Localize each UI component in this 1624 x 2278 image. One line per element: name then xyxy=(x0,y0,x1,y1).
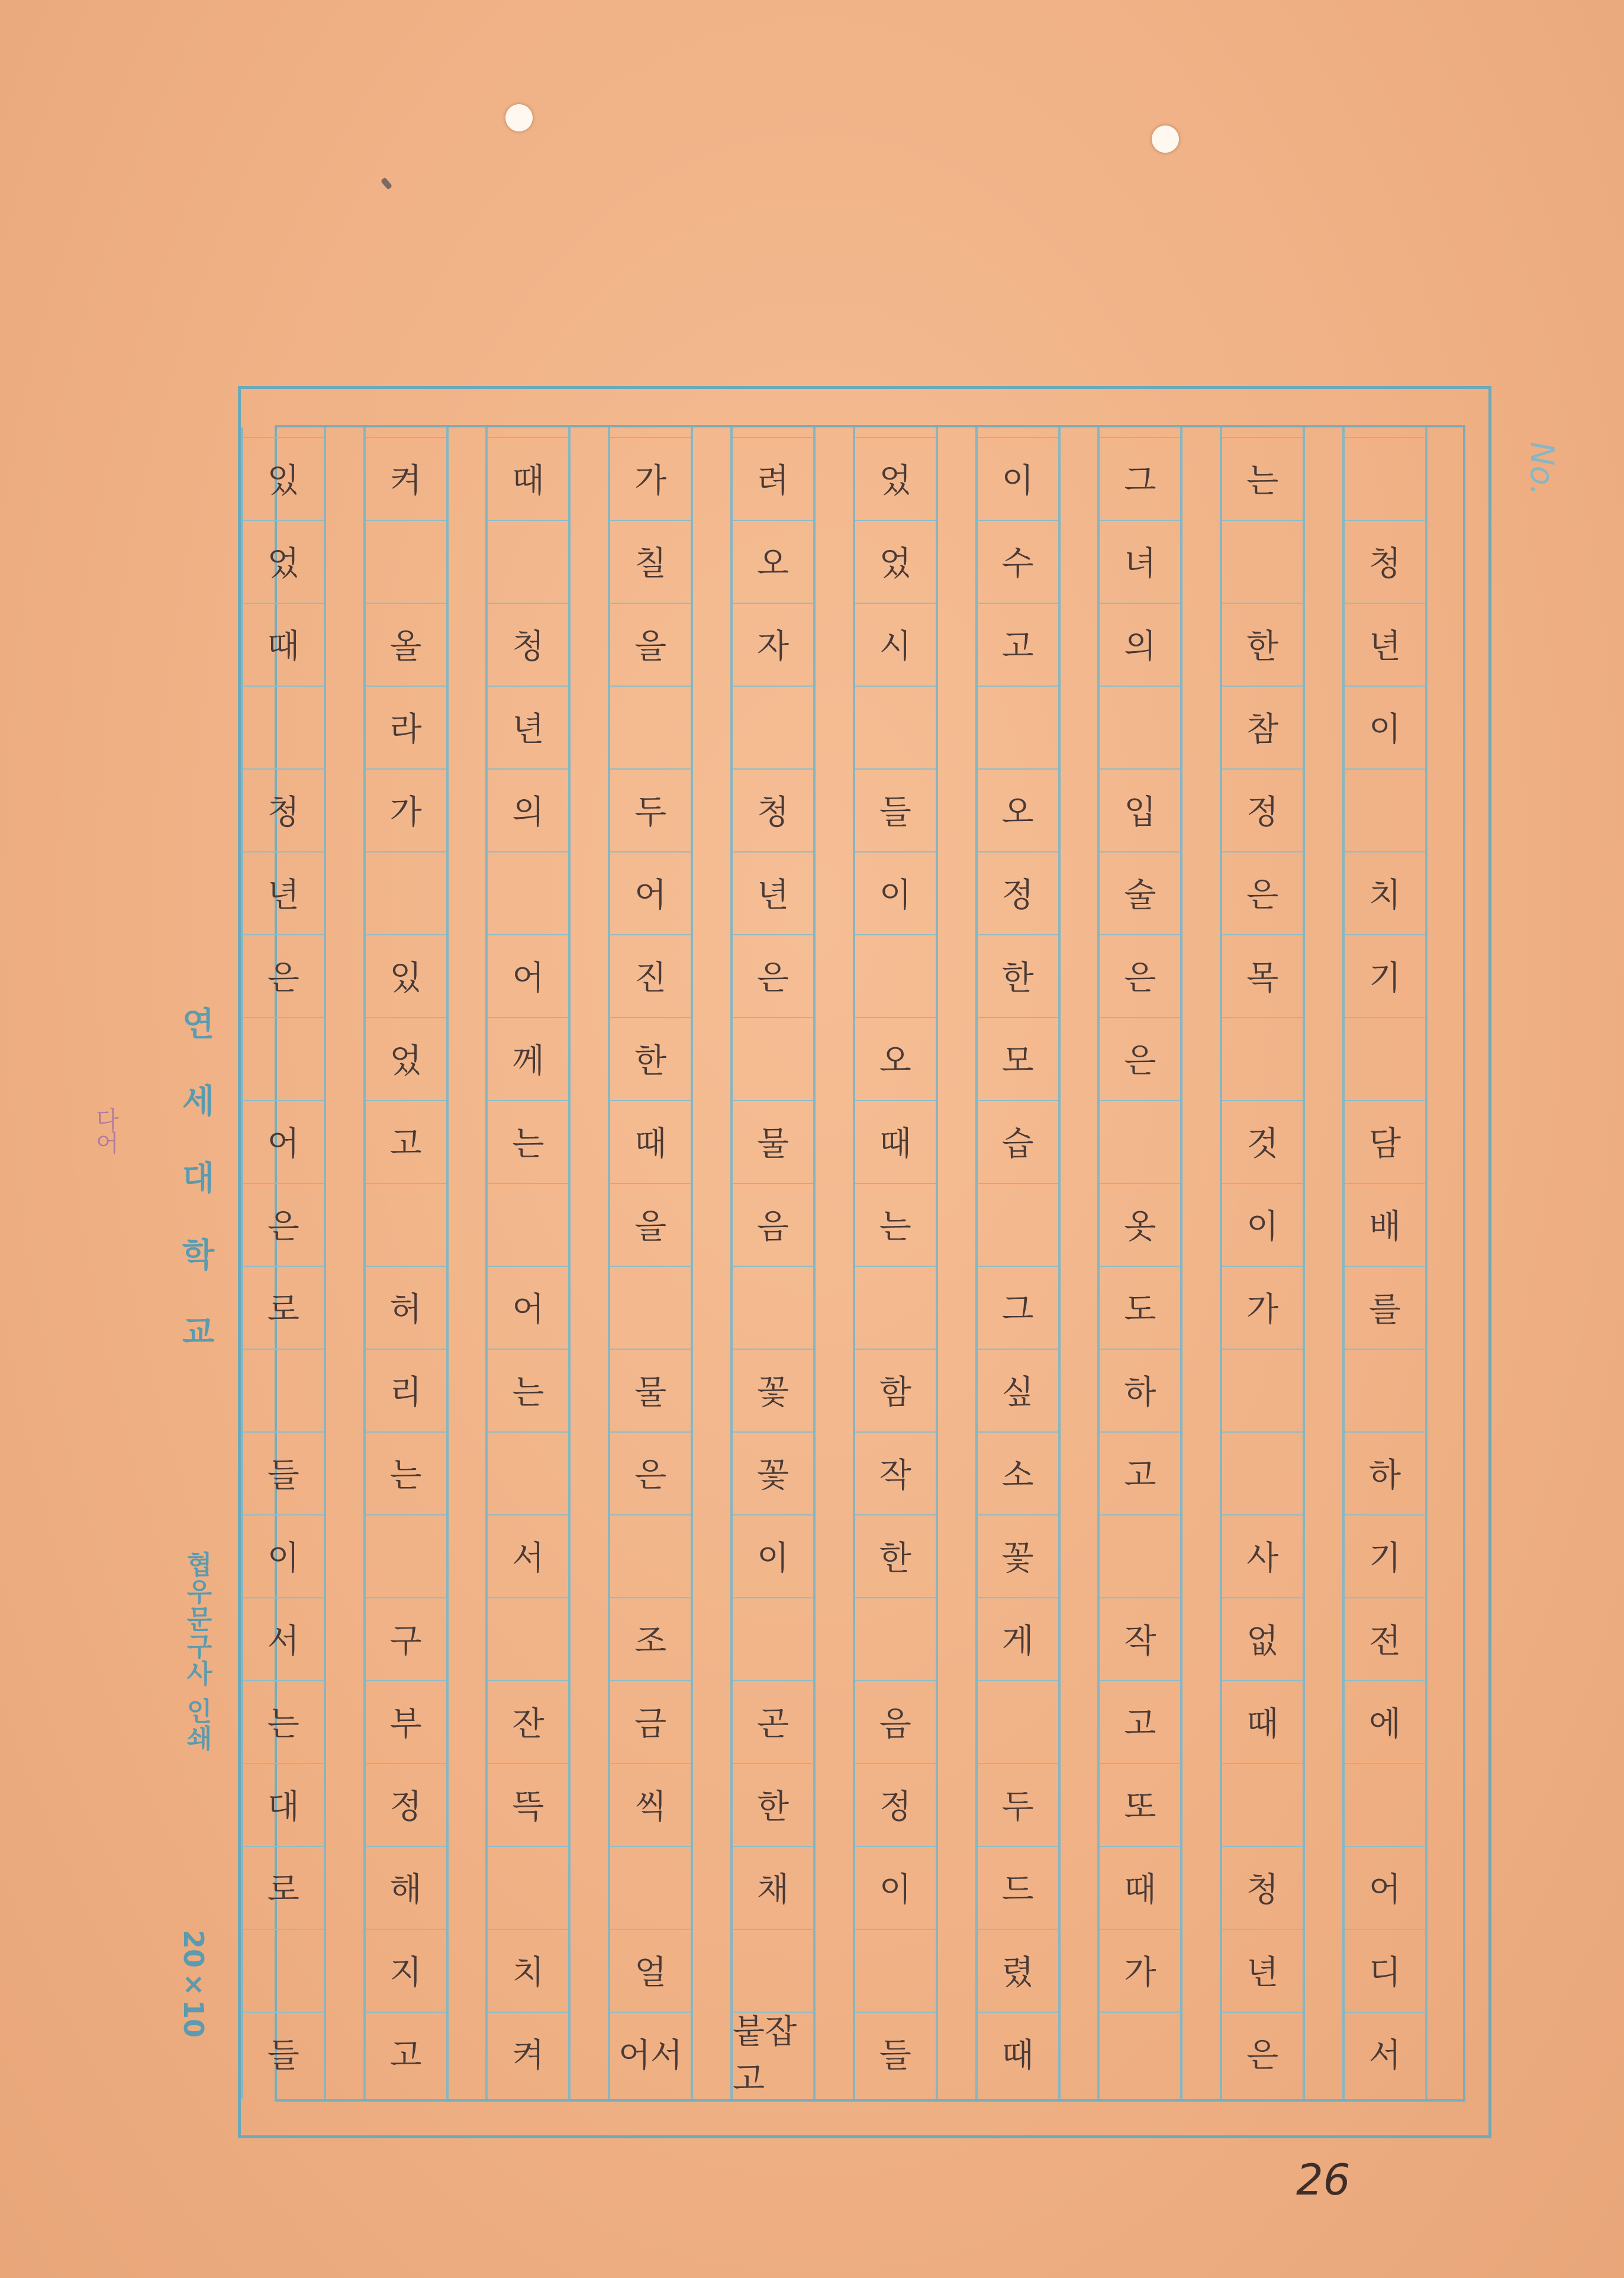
grid-cell: 해 xyxy=(389,1871,422,1909)
grid-cell: 은 xyxy=(756,959,790,998)
grid-cell xyxy=(243,686,324,768)
grid-cell: 은 xyxy=(1246,876,1279,915)
grid-cell: 는 xyxy=(512,1125,544,1163)
grid-cell: 올 xyxy=(389,628,422,666)
grid-cell: 한 xyxy=(879,1539,911,1578)
grid-cell xyxy=(488,520,568,603)
grid-cell: 년 xyxy=(512,710,544,749)
grid-cell xyxy=(1345,1763,1425,1846)
grid-cell: 모 xyxy=(1001,1042,1034,1080)
grid-cell: 었 xyxy=(267,545,299,583)
grid-cell: 은 xyxy=(1124,959,1156,998)
grid-cell: 작 xyxy=(879,1456,911,1495)
grid-cell: 어 xyxy=(1368,1871,1401,1909)
grid-cell: 들 xyxy=(267,2036,299,2075)
grid-cell xyxy=(243,1349,324,1431)
grid-cell: 정 xyxy=(1001,876,1034,915)
grid-cell: 의 xyxy=(512,793,544,832)
grid-cell: 었 xyxy=(879,545,911,583)
grid-cell: 오 xyxy=(1001,793,1034,832)
grid-cell: 있 xyxy=(267,462,299,500)
grid-cell: 청 xyxy=(1246,1871,1279,1909)
grid-cell: 그 xyxy=(1001,1291,1034,1329)
grid-cell xyxy=(488,1846,568,1929)
grid-cell: 술 xyxy=(1124,876,1156,915)
grid-column-8 xyxy=(485,427,571,2099)
grid-cell: 참 xyxy=(1246,710,1279,749)
grid-cell: 들 xyxy=(879,793,911,832)
grid-cell: 꽃 xyxy=(756,1456,790,1495)
grid-cell: 은 xyxy=(1246,2036,1279,2075)
grid-cell: 로 xyxy=(267,1291,299,1329)
grid-cell xyxy=(733,1929,813,2012)
grid-column-2 xyxy=(1220,427,1305,2099)
grid-cell: 함 xyxy=(879,1373,911,1412)
grid-cell xyxy=(243,1929,324,2012)
grid-cell: 부 xyxy=(389,1705,422,1743)
page-number: 26 xyxy=(1296,2155,1351,2205)
grid-cell: 청 xyxy=(1368,545,1401,583)
grid-cell: 물 xyxy=(756,1125,790,1163)
grid-cell: 얼 xyxy=(634,1954,667,1992)
grid-cell: 었 xyxy=(389,1042,422,1080)
grid-column-4 xyxy=(975,427,1061,2099)
grid-cell: 은 xyxy=(267,1208,299,1246)
grid-cell xyxy=(366,1514,446,1597)
grid-cell xyxy=(610,1846,691,1929)
grid-cell: 있 xyxy=(389,959,422,998)
grid-cell: 어 xyxy=(512,1291,544,1329)
grid-cell xyxy=(1100,1100,1180,1183)
grid-cell: 고 xyxy=(1001,628,1034,666)
grid-cell: 들 xyxy=(879,2036,911,2075)
grid-cell xyxy=(855,1266,936,1349)
grid-cell: 었 xyxy=(879,462,911,500)
grid-cell: 가 xyxy=(389,793,422,832)
grid-cell: 진 xyxy=(634,959,667,998)
grid-cell: 꽃 xyxy=(756,1373,790,1412)
grid-cell xyxy=(733,1597,813,1680)
grid-cell: 붙잡고 xyxy=(733,2013,797,2099)
grid-cell: 허 xyxy=(389,1291,422,1329)
grid-cell: 하 xyxy=(1368,1456,1401,1495)
grid-cell: 청 xyxy=(267,793,299,832)
grid-cell: 의 xyxy=(1124,628,1156,666)
grid-cell: 것 xyxy=(1246,1125,1279,1163)
grid-cell: 년 xyxy=(1246,1954,1279,1992)
binding-hole-left xyxy=(505,104,533,131)
grid-size-label: 20×10 xyxy=(178,1930,210,2038)
margin-note: 다어 xyxy=(92,1107,119,1154)
grid-cell: 정 xyxy=(389,1788,422,1826)
grid-cell: 시 xyxy=(879,628,911,666)
grid-cell: 구 xyxy=(389,1622,422,1661)
grid-cell: 한 xyxy=(1246,628,1279,666)
grid-cell xyxy=(855,686,936,768)
grid-cell: 수 xyxy=(1001,545,1034,583)
grid-cell: 때 xyxy=(1001,2036,1034,2075)
grid-cell: 디 xyxy=(1368,1954,1401,1992)
grid-cell: 때 xyxy=(1246,1705,1279,1743)
grid-cell: 또 xyxy=(1124,1788,1156,1826)
grid-cell: 은 xyxy=(1124,1042,1156,1080)
grid-cell: 음 xyxy=(756,1208,790,1246)
grid-cell: 를 xyxy=(1368,1291,1401,1329)
grid-cell: 때 xyxy=(512,462,544,500)
grid-cell: 년 xyxy=(267,876,299,915)
grid-cell: 조 xyxy=(634,1622,667,1661)
grid-cell: 청 xyxy=(512,628,544,666)
grid-cell: 곤 xyxy=(756,1705,790,1743)
grid-cell: 한 xyxy=(756,1788,790,1826)
grid-cell: 지 xyxy=(389,1954,422,1992)
grid-cell xyxy=(978,686,1058,768)
grid-cell: 는 xyxy=(879,1208,911,1246)
grid-cell xyxy=(1222,520,1303,603)
grid-cell xyxy=(1222,1349,1303,1431)
grid-cell: 는 xyxy=(1246,462,1279,500)
grid-cell: 칠 xyxy=(634,545,667,583)
grid-cell: 렸 xyxy=(1001,1954,1034,1992)
grid-cell xyxy=(1222,1431,1303,1514)
grid-cell: 없 xyxy=(1246,1622,1279,1661)
grid-cell: 켜 xyxy=(512,2036,544,2075)
grid-cell: 들 xyxy=(267,1456,299,1495)
grid-cell xyxy=(366,1183,446,1266)
grid-cell: 하 xyxy=(1124,1373,1156,1412)
grid-cell xyxy=(488,1183,568,1266)
grid-cell: 자 xyxy=(756,628,790,666)
grid-cell: 가 xyxy=(1246,1291,1279,1329)
grid-cell: 뜩 xyxy=(512,1788,544,1826)
grid-cell xyxy=(1345,1017,1425,1100)
grid-column-7 xyxy=(608,427,693,2099)
grid-cell: 이 xyxy=(1001,462,1034,500)
grid-cell xyxy=(1345,437,1425,520)
grid-cell: 치 xyxy=(512,1954,544,1992)
grid-cell: 서 xyxy=(267,1622,299,1661)
grid-cell xyxy=(978,1680,1058,1763)
grid-cell: 때 xyxy=(879,1125,911,1163)
grid-cell: 가 xyxy=(1124,1954,1156,1992)
binding-hole-right xyxy=(1152,126,1179,153)
grid-cell: 전 xyxy=(1368,1622,1401,1661)
grid-cell: 을 xyxy=(634,628,667,666)
grid-cell: 켜 xyxy=(389,462,422,500)
grid-cell: 습 xyxy=(1001,1125,1034,1163)
grid-cell: 배 xyxy=(1368,1208,1401,1246)
grid-cell: 는 xyxy=(267,1705,299,1743)
grid-cell: 은 xyxy=(267,959,299,998)
grid-cell: 이 xyxy=(267,1539,299,1578)
grid-cell xyxy=(488,851,568,934)
grid-column-10 xyxy=(241,427,326,2099)
grid-cell: 이 xyxy=(879,876,911,915)
grid-cell: 때 xyxy=(267,628,299,666)
grid-cell xyxy=(1345,1349,1425,1431)
grid-cell: 입 xyxy=(1124,793,1156,832)
grid-cell: 라 xyxy=(389,710,422,749)
grid-cell: 작 xyxy=(1124,1622,1156,1661)
grid-cell: 금 xyxy=(634,1705,667,1743)
grid-column-3 xyxy=(1097,427,1182,2099)
grid-cell xyxy=(1100,686,1180,768)
grid-cell: 치 xyxy=(1368,876,1401,915)
grid-cell: 로 xyxy=(267,1871,299,1909)
grid-cell xyxy=(488,1431,568,1514)
grid-cell xyxy=(610,1266,691,1349)
grid-column-5 xyxy=(853,427,938,2099)
grid-cell: 때 xyxy=(1124,1871,1156,1909)
grid-cell: 이 xyxy=(1368,710,1401,749)
grid-cell xyxy=(243,1017,324,1100)
grid-cell: 정 xyxy=(1246,793,1279,832)
grid-cell: 려 xyxy=(756,462,790,500)
grid-cell: 씩 xyxy=(634,1788,667,1826)
grid-cell: 고 xyxy=(389,2036,422,2075)
university-label: 연세대학교 xyxy=(176,1006,215,1391)
grid-cell: 한 xyxy=(1001,959,1034,998)
grid-cell: 꽃 xyxy=(1001,1539,1034,1578)
grid-cell xyxy=(978,1183,1058,1266)
grid-cell: 어 xyxy=(634,876,667,915)
grid-cell xyxy=(366,851,446,934)
grid-cell: 서 xyxy=(1368,2036,1401,2075)
grid-cell: 목 xyxy=(1246,959,1279,998)
grid-column-9 xyxy=(363,427,449,2099)
grid-cell: 오 xyxy=(879,1042,911,1080)
grid-cell: 녀 xyxy=(1124,545,1156,583)
grid-cell: 드 xyxy=(1001,1871,1034,1909)
grid-cell: 에 xyxy=(1368,1705,1401,1743)
grid-cell xyxy=(1100,2012,1180,2094)
grid-cell: 담 xyxy=(1368,1125,1401,1163)
grid-cell xyxy=(1100,1514,1180,1597)
grid-cell: 싶 xyxy=(1001,1373,1034,1412)
grid-cell: 게 xyxy=(1001,1622,1034,1661)
grid-cell: 정 xyxy=(879,1788,911,1826)
grid-cell: 는 xyxy=(512,1373,544,1412)
grid-cell: 두 xyxy=(1001,1788,1034,1826)
grid-cell: 이 xyxy=(756,1539,790,1578)
print-shop-label: 협우문구사 인쇄 xyxy=(182,1551,212,1752)
grid-cell: 어 xyxy=(267,1125,299,1163)
grid-cell: 고 xyxy=(1124,1705,1156,1743)
grid-cell: 서 xyxy=(512,1539,544,1578)
grid-cell: 이 xyxy=(1246,1208,1279,1246)
grid-cell xyxy=(610,1514,691,1597)
grid-cell: 그 xyxy=(1124,462,1156,500)
grid-cell: 대 xyxy=(267,1788,299,1826)
grid-cell: 옷 xyxy=(1124,1208,1156,1246)
grid-cell: 한 xyxy=(634,1042,667,1080)
grid-cell: 때 xyxy=(634,1125,667,1163)
grid-cell: 고 xyxy=(389,1125,422,1163)
grid-cell: 고 xyxy=(1124,1456,1156,1495)
grid-cell: 어서 xyxy=(618,2036,683,2075)
grid-cell: 이 xyxy=(879,1871,911,1909)
grid-cell: 년 xyxy=(1368,628,1401,666)
grid-cell: 두 xyxy=(634,793,667,832)
grid-cell xyxy=(488,1597,568,1680)
grid-cell xyxy=(855,1597,936,1680)
grid-cell xyxy=(1222,1017,1303,1100)
grid-cell: 채 xyxy=(756,1871,790,1909)
grid-cell xyxy=(855,1929,936,2012)
grid-cell: 께 xyxy=(512,1042,544,1080)
grid-cell: 리 xyxy=(389,1373,422,1412)
grid-cell xyxy=(1345,768,1425,851)
grid-cell: 물 xyxy=(634,1373,667,1412)
grid-cell: 년 xyxy=(756,876,790,915)
grid-cell xyxy=(1222,1763,1303,1846)
grid-cell: 청 xyxy=(756,793,790,832)
grid-cell: 오 xyxy=(756,545,790,583)
grid-column-1 xyxy=(1342,427,1428,2099)
grid-cell: 가 xyxy=(634,462,667,500)
grid-cell: 어 xyxy=(512,959,544,998)
grid-cell: 기 xyxy=(1368,1539,1401,1578)
grid-cell xyxy=(733,1266,813,1349)
number-label: No. xyxy=(1523,442,1561,496)
manuscript-grid xyxy=(267,425,1465,2102)
grid-cell: 소 xyxy=(1001,1456,1034,1495)
grid-cell: 는 xyxy=(389,1456,422,1495)
grid-cell: 도 xyxy=(1124,1291,1156,1329)
grid-cell: 잔 xyxy=(512,1705,544,1743)
grid-column-6 xyxy=(730,427,816,2099)
grid-cell: 을 xyxy=(634,1208,667,1246)
grid-cell xyxy=(733,1017,813,1100)
grid-cell xyxy=(610,686,691,768)
grid-cell: 사 xyxy=(1246,1539,1279,1578)
grid-cell xyxy=(733,686,813,768)
grid-cell: 음 xyxy=(879,1705,911,1743)
grid-cell: 은 xyxy=(634,1456,667,1495)
grid-cell xyxy=(366,520,446,603)
grid-cell xyxy=(855,934,936,1017)
grid-cell: 기 xyxy=(1368,959,1401,998)
